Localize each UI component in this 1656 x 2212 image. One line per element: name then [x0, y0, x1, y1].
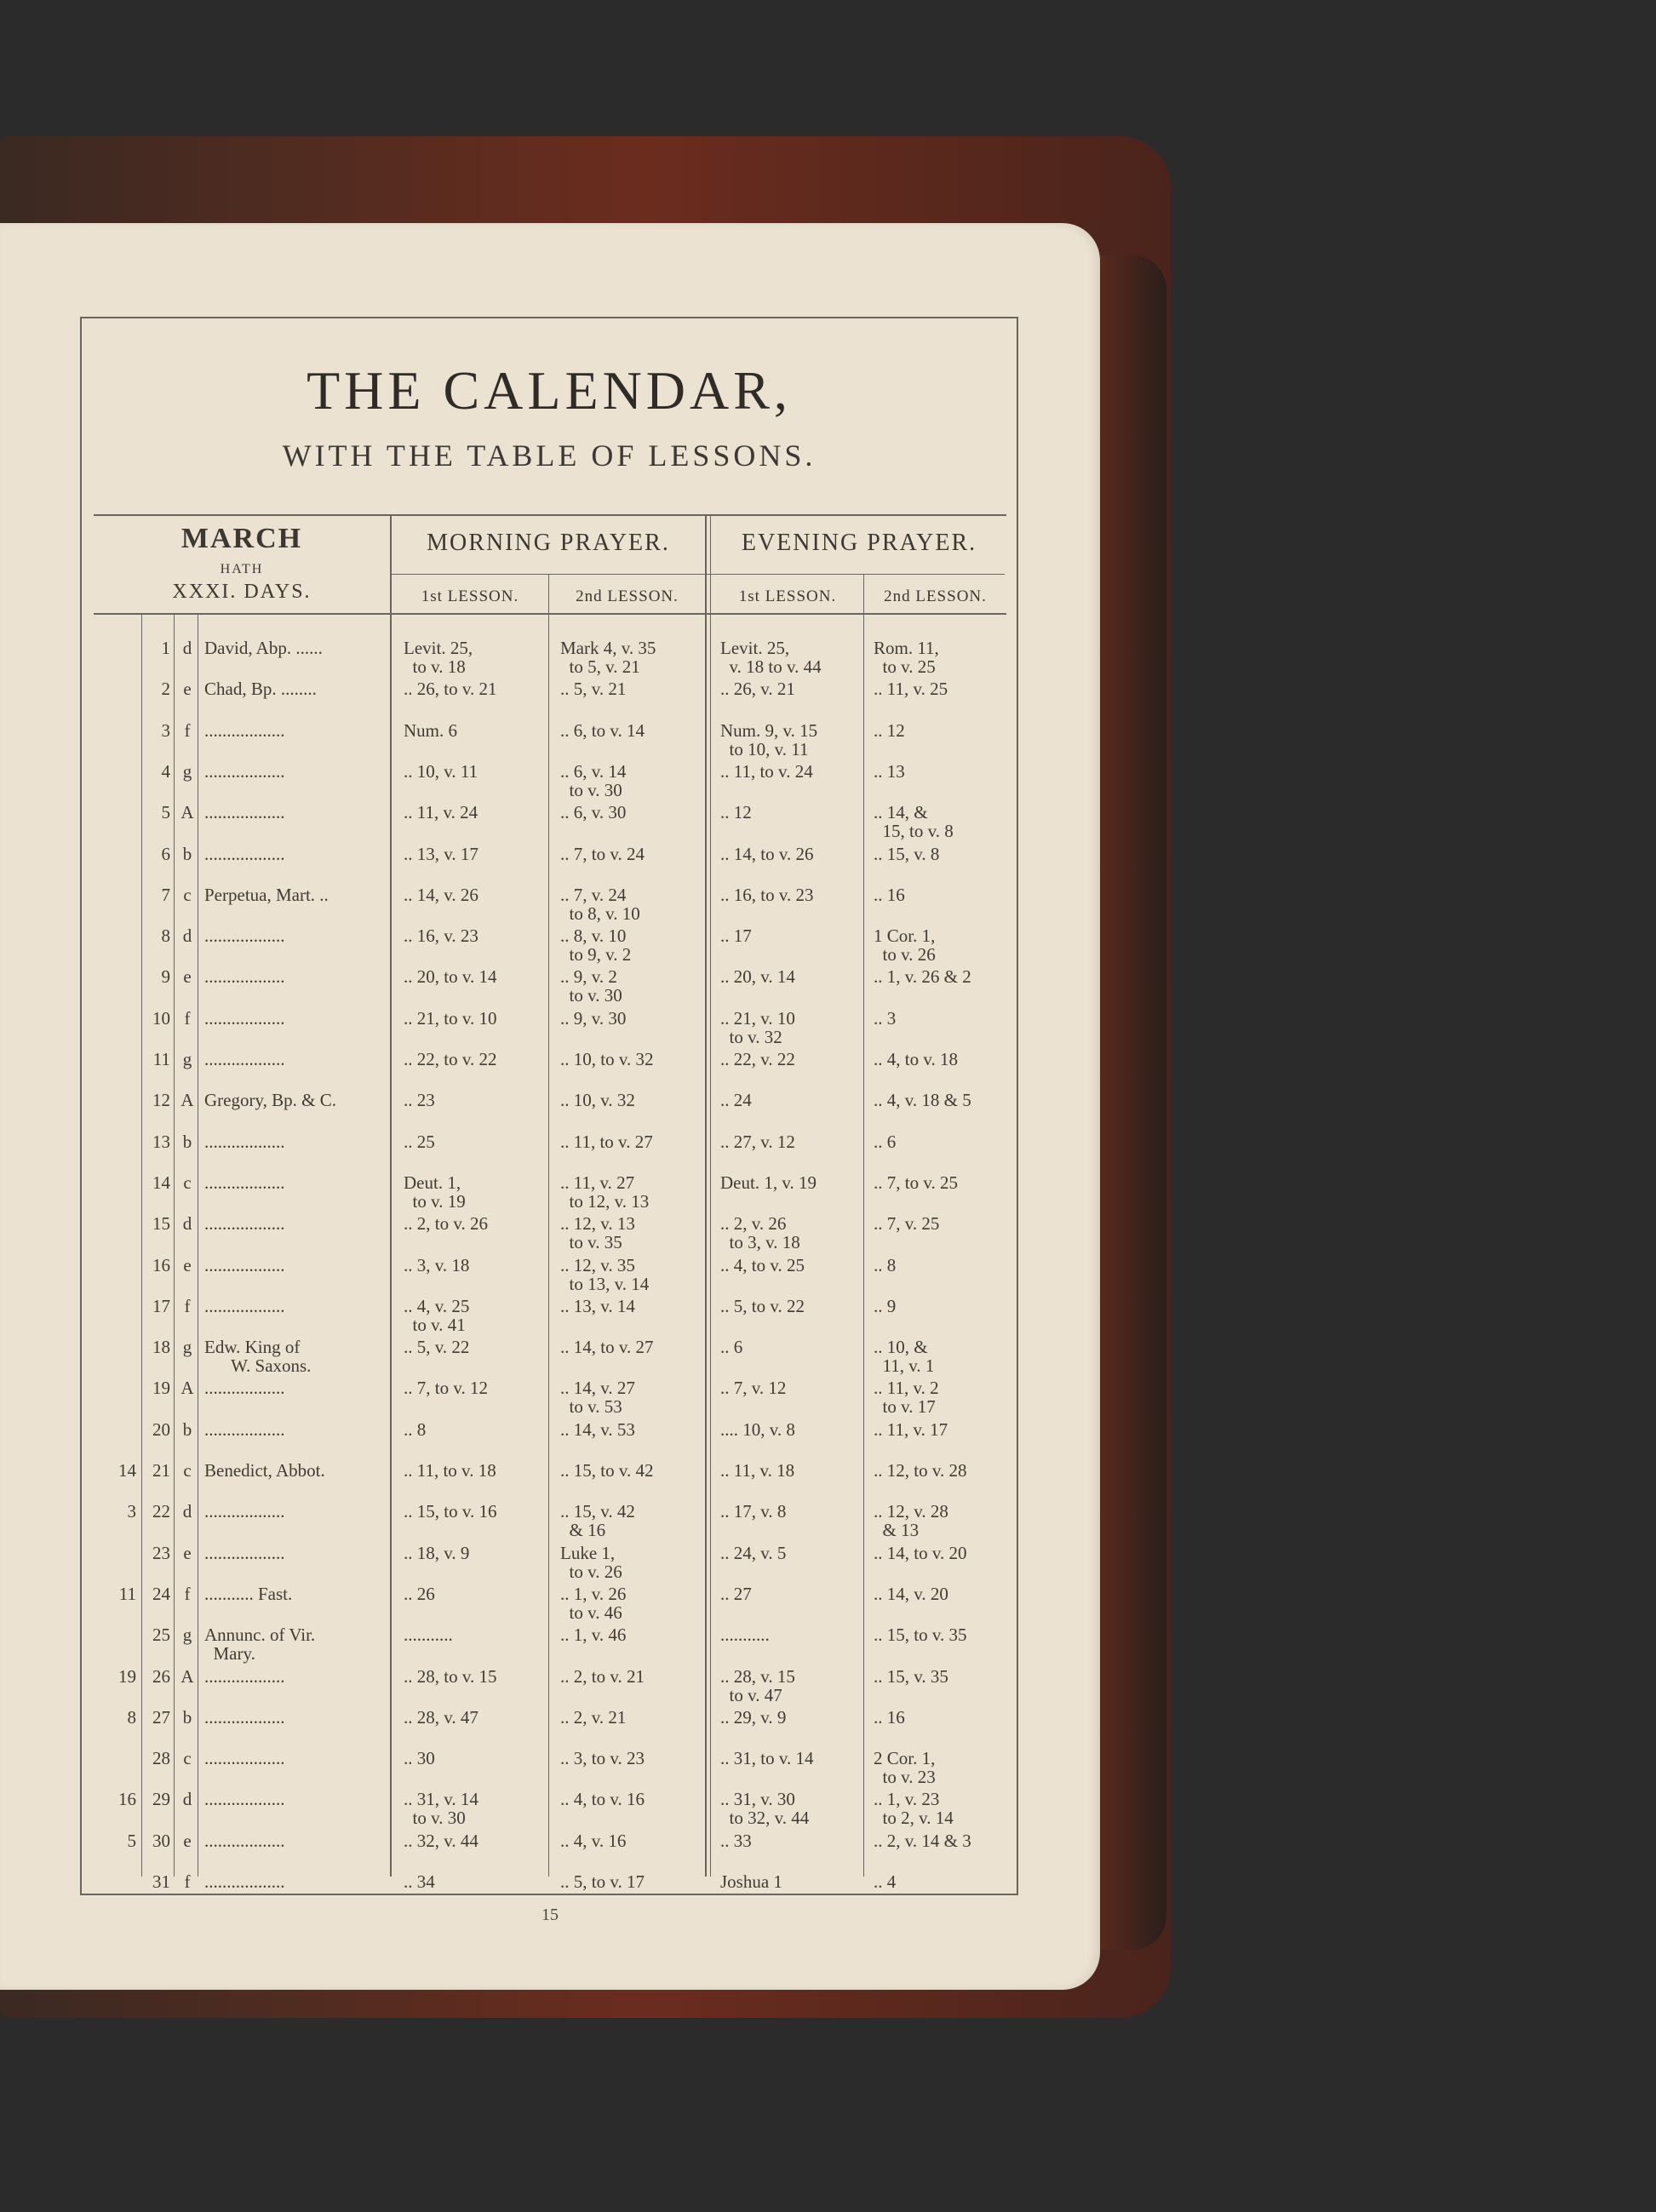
- holy-day: ..................: [204, 1501, 285, 1521]
- sunday-letter: e: [183, 1831, 192, 1851]
- holy-day: Annunc. of Vir. Mary.: [204, 1625, 316, 1664]
- sunday-letter: c: [183, 1748, 192, 1768]
- golden-number: 14: [118, 1460, 136, 1481]
- morning-first-lesson: .. 11, v. 24: [404, 802, 478, 822]
- evening-second-lesson: .. 12, to v. 28: [874, 1460, 967, 1481]
- sunday-letter: f: [184, 1871, 191, 1892]
- evening-first-lesson: .. 2, v. 26 to 3, v. 18: [720, 1213, 800, 1252]
- evening-second-lesson: .. 12, v. 28 & 13: [874, 1501, 948, 1540]
- golden-number: 11: [118, 1584, 136, 1604]
- evening-second-lesson: .. 11, v. 25: [874, 679, 948, 699]
- holy-day: ..................: [204, 761, 285, 782]
- holy-day: ..................: [204, 1213, 285, 1234]
- morning-second-lesson: .. 10, v. 32: [560, 1090, 635, 1110]
- morning-second-lesson: .. 15, v. 42 & 16: [560, 1501, 635, 1540]
- evening-second-lesson: .. 4, v. 18 & 5: [874, 1090, 971, 1110]
- morning-first-lesson: .. 14, v. 26: [404, 885, 478, 905]
- holy-day: ..................: [204, 1831, 285, 1851]
- evening-first-lesson: .. 6: [720, 1337, 743, 1357]
- evening-second-lesson: .. 11, v. 2 to v. 17: [874, 1378, 939, 1417]
- holy-day: Perpetua, Mart. ..: [204, 885, 329, 905]
- day-of-month: 5: [161, 802, 170, 822]
- holy-day: Edw. King of W. Saxons.: [204, 1337, 312, 1376]
- morning-second-lesson: .. 2, to v. 21: [560, 1666, 645, 1687]
- morning-second-lesson: .. 12, v. 35 to 13, v. 14: [560, 1255, 650, 1294]
- morning-first-lesson: .. 21, to v. 10: [404, 1008, 497, 1029]
- holy-day: ..................: [204, 966, 285, 987]
- sunday-letter: g: [182, 1049, 192, 1069]
- holy-day: Chad, Bp. ........: [204, 679, 317, 699]
- day-of-month: 13: [152, 1132, 170, 1152]
- holy-day: ..................: [204, 844, 285, 864]
- sunday-letter: A: [180, 1666, 194, 1687]
- col-rule-date: [174, 613, 175, 1877]
- morning-second-lesson: .. 1, v. 26 to v. 46: [560, 1584, 627, 1623]
- morning-prayer-header: MORNING PRAYER.: [427, 530, 670, 556]
- morning-second-lesson: .. 14, v. 27 to v. 53: [560, 1378, 635, 1417]
- day-of-month: 14: [152, 1172, 170, 1193]
- day-of-month: 6: [161, 844, 170, 864]
- morning-first-lesson: .. 4, v. 25 to v. 41: [404, 1296, 470, 1335]
- sunday-letter: d: [182, 925, 192, 946]
- evening-second-lesson: .. 14, & 15, to v. 8: [874, 802, 954, 841]
- day-of-month: 8: [161, 925, 170, 946]
- sunday-letter: f: [184, 720, 191, 741]
- morning-first-lesson: .. 28, to v. 15: [404, 1666, 497, 1687]
- golden-number: 5: [127, 1831, 136, 1851]
- col-rule-morning-2: [548, 574, 549, 1877]
- holy-day: ..................: [204, 1707, 285, 1728]
- day-of-month: 15: [152, 1213, 170, 1234]
- holy-day: ........... Fast.: [204, 1584, 293, 1604]
- book-spine-edge: [1098, 255, 1166, 1950]
- evening-second-lesson: 2 Cor. 1, to v. 23: [874, 1748, 936, 1787]
- evening-first-lesson: .. 11, to v. 24: [720, 761, 813, 782]
- day-of-month: 27: [152, 1707, 170, 1728]
- evening-first-lesson: .. 4, to v. 25: [720, 1255, 805, 1275]
- day-of-month: 20: [152, 1419, 170, 1440]
- evening-second-lesson: .. 9: [874, 1296, 897, 1316]
- morning-first-lesson: .. 26: [404, 1584, 435, 1604]
- morning-first-lesson: .. 2, to v. 26: [404, 1213, 488, 1234]
- header-top-rule: [94, 514, 1006, 516]
- sunday-letter: f: [184, 1008, 191, 1029]
- morning-second-lesson: Luke 1, to v. 26: [560, 1543, 622, 1582]
- evening-first-lesson: .. 26, v. 21: [720, 679, 795, 699]
- day-of-month: 18: [152, 1337, 170, 1357]
- evening-second-lesson: .. 1, v. 26 & 2: [874, 966, 971, 987]
- evening-first-lesson: .. 28, v. 15 to v. 47: [720, 1666, 795, 1705]
- morning-first-lesson: .. 20, to v. 14: [404, 966, 497, 987]
- holy-day: ..................: [204, 1871, 285, 1892]
- evening-second-lesson: .. 1, v. 23 to 2, v. 14: [874, 1789, 954, 1828]
- morning-first-lesson: .. 5, v. 22: [404, 1337, 470, 1357]
- sunday-letter: g: [182, 1337, 192, 1357]
- morning-second-lesson: .. 7, v. 24 to 8, v. 10: [560, 885, 640, 924]
- morning-second-lesson: .. 9, v. 30: [560, 1008, 627, 1029]
- sunday-letter: e: [183, 679, 192, 699]
- morning-second-lesson: .. 6, v. 30: [560, 802, 627, 822]
- evening-second-lesson: .. 11, v. 17: [874, 1419, 948, 1440]
- morning-first-lesson: .. 16, v. 23: [404, 925, 478, 946]
- holy-day: ..................: [204, 1419, 285, 1440]
- sunday-letter: c: [183, 885, 192, 905]
- morning-second-lesson: .. 15, to v. 42: [560, 1460, 654, 1481]
- golden-number: 16: [118, 1789, 136, 1809]
- morning-first-lesson: .. 28, v. 47: [404, 1707, 478, 1728]
- evening-first-lesson: .. 33: [720, 1831, 752, 1851]
- evening-first-lesson: .. 17: [720, 925, 752, 946]
- evening-first-lesson: .. 14, to v. 26: [720, 844, 814, 864]
- morning-first-lesson: .. 22, to v. 22: [404, 1049, 497, 1069]
- sunday-letter: d: [182, 1501, 192, 1521]
- day-of-month: 22: [152, 1501, 170, 1521]
- morning-second-lesson: .. 8, v. 10 to 9, v. 2: [560, 925, 632, 965]
- evening-second-lesson: .. 8: [874, 1255, 897, 1275]
- morning-second-lesson: .. 5, v. 21: [560, 679, 627, 699]
- golden-number: 3: [127, 1501, 136, 1521]
- header-bottom-rule: [94, 613, 1006, 615]
- day-of-month: 17: [152, 1296, 170, 1316]
- page-title: THE CALENDAR,: [307, 360, 792, 421]
- holy-day: ..................: [204, 1132, 285, 1152]
- holy-day: ..................: [204, 1789, 285, 1809]
- evening-first-lesson: .. 24, v. 5: [720, 1543, 787, 1563]
- evening-second-lesson: .. 12: [874, 720, 905, 741]
- sunday-letter: d: [182, 638, 192, 658]
- evening-first-lesson: Levit. 25, v. 18 to v. 44: [720, 638, 822, 677]
- day-of-month: 9: [161, 966, 170, 987]
- morning-first-lesson: ...........: [404, 1625, 453, 1645]
- evening-second-lesson: .. 15, to v. 35: [874, 1625, 967, 1645]
- sunday-letter: f: [184, 1296, 191, 1316]
- morning-first-lesson: .. 13, v. 17: [404, 844, 478, 864]
- sunday-letter: b: [182, 1707, 192, 1728]
- morning-second-lesson: .. 1, v. 46: [560, 1625, 627, 1645]
- sunday-letter: b: [182, 844, 192, 864]
- day-of-month: 24: [152, 1584, 170, 1604]
- sunday-letter: g: [182, 1625, 192, 1645]
- holy-day: ..................: [204, 1255, 285, 1275]
- holy-day: ..................: [204, 1172, 285, 1193]
- morning-first-lesson: .. 18, v. 9: [404, 1543, 470, 1563]
- morning-second-lesson: .. 4, v. 16: [560, 1831, 627, 1851]
- evening-prayer-header: EVENING PRAYER.: [741, 530, 977, 556]
- day-of-month: 31: [152, 1871, 170, 1892]
- holy-day: ..................: [204, 720, 285, 741]
- morning-first-lesson: .. 31, v. 14 to v. 30: [404, 1789, 478, 1828]
- day-of-month: 3: [161, 720, 170, 741]
- morning-first-lesson: .. 7, to v. 12: [404, 1378, 488, 1398]
- evening-second-lesson: Rom. 11, to v. 25: [874, 638, 939, 677]
- evening-first-lesson: Num. 9, v. 15 to 10, v. 11: [720, 720, 818, 759]
- morning-first-lesson: .. 30: [404, 1748, 435, 1768]
- evening-second-lesson: .. 7, v. 25: [874, 1213, 940, 1234]
- holy-day: ..................: [204, 1049, 285, 1069]
- calendar-frame: [80, 317, 1018, 1895]
- morning-second-lesson: .. 2, v. 21: [560, 1707, 627, 1728]
- day-of-month: 25: [152, 1625, 170, 1645]
- sunday-letter: c: [183, 1460, 192, 1481]
- evening-first-lesson: .. 16, to v. 23: [720, 885, 814, 905]
- month-days: XXXI. DAYS.: [172, 581, 312, 603]
- morning-first-lesson: .. 25: [404, 1132, 435, 1152]
- sunday-letter: e: [183, 1255, 192, 1275]
- day-of-month: 16: [152, 1255, 170, 1275]
- morning-second-lesson: .. 3, to v. 23: [560, 1748, 645, 1768]
- holy-day: Gregory, Bp. & C.: [204, 1090, 336, 1110]
- holy-day: ..................: [204, 802, 285, 822]
- evening-first-lesson: .. 12: [720, 802, 752, 822]
- sunday-letter: A: [180, 802, 194, 822]
- morning-second-lesson: .. 4, to v. 16: [560, 1789, 645, 1809]
- evening-first-lesson: Joshua 1: [720, 1871, 782, 1892]
- holy-day: ..................: [204, 1008, 285, 1029]
- day-of-month: 26: [152, 1666, 170, 1687]
- morning-first-lesson: .. 3, v. 18: [404, 1255, 470, 1275]
- evening-second-lesson: 1 Cor. 1, to v. 26: [874, 925, 936, 965]
- morning-first-lesson: Num. 6: [404, 720, 457, 741]
- day-of-month: 1: [161, 638, 170, 658]
- morning-first-lesson-header: 1st LESSON.: [421, 587, 519, 605]
- morning-second-lesson: .. 12, v. 13 to v. 35: [560, 1213, 635, 1252]
- holy-day: ..................: [204, 925, 285, 946]
- sunday-letter: e: [183, 966, 192, 987]
- day-of-month: 11: [152, 1049, 170, 1069]
- golden-number: 8: [127, 1707, 136, 1728]
- day-of-month: 2: [161, 679, 170, 699]
- col-rule-evening: [705, 514, 707, 1877]
- evening-first-lesson: .. 31, to v. 14: [720, 1748, 814, 1768]
- month-hath: HATH: [220, 562, 264, 576]
- morning-second-lesson: .. 13, v. 14: [560, 1296, 635, 1316]
- evening-first-lesson: .. 27: [720, 1584, 752, 1604]
- subheader-rule: [392, 574, 1005, 575]
- col-rule-golden: [141, 613, 142, 1877]
- sunday-letter: c: [183, 1172, 192, 1193]
- evening-first-lesson: Deut. 1, v. 19: [720, 1172, 817, 1193]
- evening-first-lesson: .. 17, v. 8: [720, 1501, 787, 1521]
- evening-first-lesson: .. 22, v. 22: [720, 1049, 795, 1069]
- page-number: 15: [541, 1905, 559, 1924]
- evening-second-lesson: .. 2, v. 14 & 3: [874, 1831, 971, 1851]
- morning-second-lesson: .. 11, to v. 27: [560, 1132, 653, 1152]
- evening-second-lesson: .. 16: [874, 885, 905, 905]
- col-rule-evening-2: [863, 574, 864, 1877]
- evening-second-lesson: .. 4: [874, 1871, 897, 1892]
- morning-first-lesson: .. 8: [404, 1419, 427, 1440]
- morning-first-lesson: .. 34: [404, 1871, 435, 1892]
- evening-second-lesson: .. 4, to v. 18: [874, 1049, 958, 1069]
- holy-day: ..................: [204, 1748, 285, 1768]
- evening-second-lesson: .. 14, v. 20: [874, 1584, 948, 1604]
- sunday-letter: f: [184, 1584, 191, 1604]
- morning-second-lesson: .. 6, to v. 14: [560, 720, 645, 741]
- holy-day: David, Abp. ......: [204, 638, 323, 658]
- day-of-month: 29: [152, 1789, 170, 1809]
- sunday-letter: g: [182, 761, 192, 782]
- morning-second-lesson: .. 10, to v. 32: [560, 1049, 654, 1069]
- sunday-letter: b: [182, 1132, 192, 1152]
- day-of-month: 21: [152, 1460, 170, 1481]
- sunday-letter: A: [180, 1378, 194, 1398]
- evening-second-lesson: .. 3: [874, 1008, 897, 1029]
- morning-second-lesson: .. 14, to v. 27: [560, 1337, 654, 1357]
- morning-first-lesson: .. 32, v. 44: [404, 1831, 478, 1851]
- day-of-month: 28: [152, 1748, 170, 1768]
- evening-second-lesson: .. 10, & 11, v. 1: [874, 1337, 935, 1376]
- evening-first-lesson: .. 29, v. 9: [720, 1707, 787, 1728]
- evening-first-lesson: .. 24: [720, 1090, 752, 1110]
- morning-first-lesson: .. 10, v. 11: [404, 761, 478, 782]
- col-rule-morning: [390, 514, 392, 1877]
- evening-second-lesson: .. 14, to v. 20: [874, 1543, 967, 1563]
- morning-first-lesson: Levit. 25, to v. 18: [404, 638, 473, 677]
- evening-first-lesson: ...........: [720, 1625, 770, 1645]
- day-of-month: 19: [152, 1378, 170, 1398]
- morning-first-lesson: .. 26, to v. 21: [404, 679, 497, 699]
- morning-first-lesson: .. 23: [404, 1090, 435, 1110]
- evening-first-lesson: .. 5, to v. 22: [720, 1296, 805, 1316]
- page-subtitle: WITH THE TABLE OF LESSONS.: [282, 438, 817, 473]
- evening-first-lesson: .. 21, v. 10 to v. 32: [720, 1008, 795, 1047]
- sunday-letter: b: [182, 1419, 192, 1440]
- sunday-letter: e: [183, 1543, 192, 1563]
- day-of-month: 7: [161, 885, 170, 905]
- morning-first-lesson: Deut. 1, to v. 19: [404, 1172, 466, 1212]
- evening-first-lesson-header: 1st LESSON.: [738, 587, 837, 605]
- evening-second-lesson: .. 15, v. 35: [874, 1666, 948, 1687]
- morning-first-lesson: .. 15, to v. 16: [404, 1501, 497, 1521]
- evening-first-lesson: .... 10, v. 8: [720, 1419, 795, 1440]
- day-of-month: 4: [161, 761, 170, 782]
- evening-first-lesson: .. 31, v. 30 to 32, v. 44: [720, 1789, 810, 1828]
- morning-second-lesson: .. 14, v. 53: [560, 1419, 635, 1440]
- morning-second-lesson: .. 7, to v. 24: [560, 844, 645, 864]
- evening-second-lesson: .. 6: [874, 1132, 897, 1152]
- sunday-letter: A: [180, 1090, 194, 1110]
- holy-day: Benedict, Abbot.: [204, 1460, 325, 1481]
- morning-second-lesson: .. 11, v. 27 to 12, v. 13: [560, 1172, 650, 1212]
- month-name: MARCH: [180, 523, 303, 554]
- evening-second-lesson-header: 2nd LESSON.: [884, 587, 987, 605]
- golden-number: 19: [118, 1666, 136, 1687]
- evening-first-lesson: .. 7, v. 12: [720, 1378, 787, 1398]
- morning-second-lesson: .. 5, to v. 17: [560, 1871, 645, 1892]
- holy-day: ..................: [204, 1666, 285, 1687]
- sunday-letter: d: [182, 1213, 192, 1234]
- day-of-month: 30: [152, 1831, 170, 1851]
- evening-first-lesson: .. 27, v. 12: [720, 1132, 795, 1152]
- morning-second-lesson: .. 6, v. 14 to v. 30: [560, 761, 627, 800]
- evening-second-lesson: .. 15, v. 8: [874, 844, 940, 864]
- evening-second-lesson: .. 13: [874, 761, 905, 782]
- day-of-month: 23: [152, 1543, 170, 1563]
- holy-day: ..................: [204, 1543, 285, 1563]
- sunday-letter: d: [182, 1789, 192, 1809]
- evening-second-lesson: .. 7, to v. 25: [874, 1172, 958, 1193]
- col-rule-evening-double: [710, 514, 711, 1877]
- day-of-month: 12: [152, 1090, 170, 1110]
- page: [0, 223, 1100, 1990]
- evening-first-lesson: .. 11, v. 18: [720, 1460, 795, 1481]
- evening-second-lesson: .. 16: [874, 1707, 905, 1728]
- day-of-month: 10: [152, 1008, 170, 1029]
- morning-second-lesson: .. 9, v. 2 to v. 30: [560, 966, 622, 1006]
- holy-day: ..................: [204, 1378, 285, 1398]
- morning-second-lesson: Mark 4, v. 35 to 5, v. 21: [560, 638, 656, 677]
- morning-second-lesson-header: 2nd LESSON.: [576, 587, 679, 605]
- evening-first-lesson: .. 20, v. 14: [720, 966, 795, 987]
- holy-day: ..................: [204, 1296, 285, 1316]
- morning-first-lesson: .. 11, to v. 18: [404, 1460, 496, 1481]
